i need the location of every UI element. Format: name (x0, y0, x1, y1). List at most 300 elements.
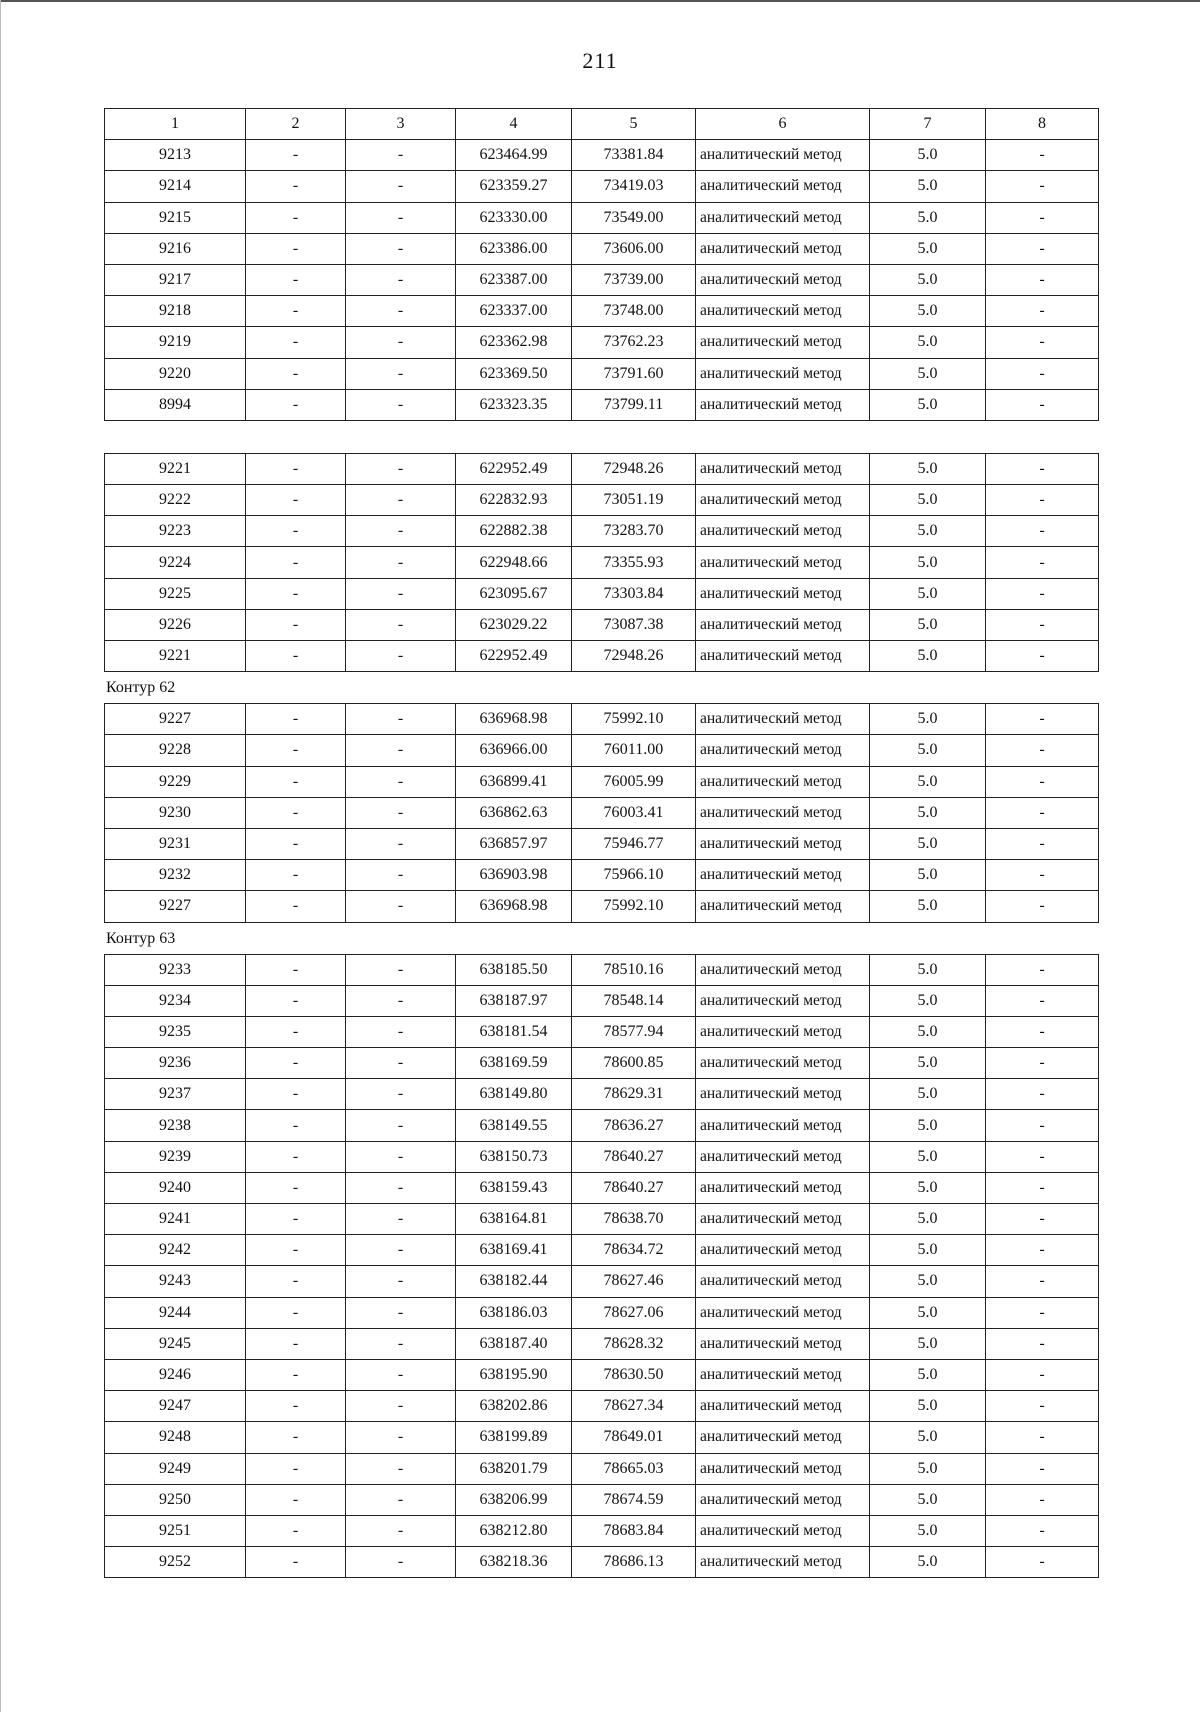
x-coordinate-cell: 638159.43 (456, 1172, 572, 1203)
col3-cell: - (346, 609, 456, 640)
col3-cell: - (346, 202, 456, 233)
x-coordinate-cell: 636862.63 (456, 797, 572, 828)
accuracy-cell: 5.0 (870, 547, 986, 578)
accuracy-cell: 5.0 (870, 1328, 986, 1359)
col8-cell: - (986, 735, 1099, 766)
coordinate-table-sheet (104, 108, 1098, 1578)
col2-cell: - (246, 358, 346, 389)
accuracy-cell: 5.0 (870, 1391, 986, 1422)
y-coordinate-cell: 73799.11 (572, 389, 696, 420)
col3-cell: - (346, 1391, 456, 1422)
col8-cell: - (986, 1110, 1099, 1141)
method-cell: аналитический метод (696, 1328, 870, 1359)
accuracy-cell: 5.0 (870, 860, 986, 891)
accuracy-cell: 5.0 (870, 735, 986, 766)
table-row (105, 547, 1099, 578)
y-coordinate-cell: 78634.72 (572, 1235, 696, 1266)
x-coordinate-cell: 636857.97 (456, 828, 572, 859)
col2-cell: - (246, 1048, 346, 1079)
coordinate-table (104, 703, 1099, 922)
point-number-cell: 9214 (105, 171, 246, 202)
col2-cell: - (246, 485, 346, 516)
x-coordinate-cell: 638169.59 (456, 1048, 572, 1079)
method-cell: аналитический метод (696, 453, 870, 484)
col8-cell: - (986, 1204, 1099, 1235)
col8-cell: - (986, 860, 1099, 891)
x-coordinate-cell: 623369.50 (456, 358, 572, 389)
col2-cell: - (246, 860, 346, 891)
table-row (105, 1547, 1099, 1578)
x-coordinate-cell: 622832.93 (456, 485, 572, 516)
method-cell: аналитический метод (696, 1422, 870, 1453)
column-number-cell: 1 (105, 109, 246, 140)
method-cell: аналитический метод (696, 1266, 870, 1297)
method-cell: аналитический метод (696, 828, 870, 859)
x-coordinate-cell: 622882.38 (456, 516, 572, 547)
y-coordinate-cell: 72948.26 (572, 453, 696, 484)
method-cell: аналитический метод (696, 1235, 870, 1266)
accuracy-cell: 5.0 (870, 578, 986, 609)
accuracy-cell: 5.0 (870, 171, 986, 202)
col8-cell: - (986, 1547, 1099, 1578)
col8-cell: - (986, 1359, 1099, 1390)
col8-cell: - (986, 1297, 1099, 1328)
x-coordinate-cell: 638149.80 (456, 1079, 572, 1110)
method-cell: аналитический метод (696, 1016, 870, 1047)
col8-cell: - (986, 202, 1099, 233)
col2-cell: - (246, 578, 346, 609)
table-row (105, 735, 1099, 766)
point-number-cell: 9219 (105, 327, 246, 358)
x-coordinate-cell: 636966.00 (456, 735, 572, 766)
point-number-cell: 9252 (105, 1547, 246, 1578)
col2-cell: - (246, 547, 346, 578)
point-number-cell: 9238 (105, 1110, 246, 1141)
column-number-cell: 2 (246, 109, 346, 140)
y-coordinate-cell: 78649.01 (572, 1422, 696, 1453)
y-coordinate-cell: 75992.10 (572, 704, 696, 735)
col3-cell: - (346, 1515, 456, 1546)
col8-cell: - (986, 609, 1099, 640)
col8-cell: - (986, 1328, 1099, 1359)
col3-cell: - (346, 1110, 456, 1141)
col2-cell: - (246, 954, 346, 985)
col3-cell: - (346, 1422, 456, 1453)
method-cell: аналитический метод (696, 1547, 870, 1578)
contour-label: Контур 62 (106, 679, 176, 697)
point-number-cell: 9220 (105, 358, 246, 389)
x-coordinate-cell: 623362.98 (456, 327, 572, 358)
col3-cell: - (346, 578, 456, 609)
method-cell: аналитический метод (696, 860, 870, 891)
col3-cell: - (346, 641, 456, 672)
table-row (105, 704, 1099, 735)
method-cell: аналитический метод (696, 1359, 870, 1390)
col8-cell: - (986, 296, 1099, 327)
point-number-cell: 9228 (105, 735, 246, 766)
method-cell: аналитический метод (696, 547, 870, 578)
column-number-row (105, 109, 1099, 140)
y-coordinate-cell: 73355.93 (572, 547, 696, 578)
accuracy-cell: 5.0 (870, 1266, 986, 1297)
point-number-cell: 9245 (105, 1328, 246, 1359)
accuracy-cell: 5.0 (870, 828, 986, 859)
method-cell: аналитический метод (696, 985, 870, 1016)
top-scan-rule (0, 0, 1200, 2)
y-coordinate-cell: 78629.31 (572, 1079, 696, 1110)
point-number-cell: 9222 (105, 485, 246, 516)
col2-cell: - (246, 233, 346, 264)
accuracy-cell: 5.0 (870, 1484, 986, 1515)
y-coordinate-cell: 78627.06 (572, 1297, 696, 1328)
x-coordinate-cell: 623359.27 (456, 171, 572, 202)
col8-cell: - (986, 1453, 1099, 1484)
y-coordinate-cell: 78665.03 (572, 1453, 696, 1484)
y-coordinate-cell: 76003.41 (572, 797, 696, 828)
x-coordinate-cell: 622948.66 (456, 547, 572, 578)
x-coordinate-cell: 638199.89 (456, 1422, 572, 1453)
method-cell: аналитический метод (696, 641, 870, 672)
column-number-cell: 3 (346, 109, 456, 140)
method-cell: аналитический метод (696, 954, 870, 985)
accuracy-cell: 5.0 (870, 985, 986, 1016)
col8-cell: - (986, 171, 1099, 202)
contour-label: Контур 63 (106, 929, 176, 947)
col2-cell: - (246, 516, 346, 547)
col2-cell: - (246, 1328, 346, 1359)
col8-cell: - (986, 1422, 1099, 1453)
accuracy-cell: 5.0 (870, 766, 986, 797)
method-cell: аналитический метод (696, 1048, 870, 1079)
col8-cell: - (986, 516, 1099, 547)
point-number-cell: 9237 (105, 1079, 246, 1110)
col2-cell: - (246, 1141, 346, 1172)
col2-cell: - (246, 1016, 346, 1047)
method-cell: аналитический метод (696, 264, 870, 295)
col3-cell: - (346, 1141, 456, 1172)
col3-cell: - (346, 389, 456, 420)
col2-cell: - (246, 327, 346, 358)
accuracy-cell: 5.0 (870, 1547, 986, 1578)
accuracy-cell: 5.0 (870, 1453, 986, 1484)
method-cell: аналитический метод (696, 797, 870, 828)
col3-cell: - (346, 516, 456, 547)
coordinate-table (104, 108, 1099, 421)
table-row (105, 1453, 1099, 1484)
col3-cell: - (346, 1204, 456, 1235)
col8-cell: - (986, 766, 1099, 797)
method-cell: аналитический метод (696, 1141, 870, 1172)
point-number-cell: 9230 (105, 797, 246, 828)
col3-cell: - (346, 1016, 456, 1047)
y-coordinate-cell: 73087.38 (572, 609, 696, 640)
col3-cell: - (346, 1079, 456, 1110)
col8-cell: - (986, 264, 1099, 295)
col3-cell: - (346, 1297, 456, 1328)
y-coordinate-cell: 78640.27 (572, 1141, 696, 1172)
accuracy-cell: 5.0 (870, 1422, 986, 1453)
point-number-cell: 9227 (105, 704, 246, 735)
y-coordinate-cell: 78627.46 (572, 1266, 696, 1297)
col2-cell: - (246, 704, 346, 735)
table-row (105, 1172, 1099, 1203)
col2-cell: - (246, 264, 346, 295)
col8-cell: - (986, 797, 1099, 828)
column-number-cell: 6 (696, 109, 870, 140)
col3-cell: - (346, 264, 456, 295)
col3-cell: - (346, 233, 456, 264)
x-coordinate-cell: 638201.79 (456, 1453, 572, 1484)
col3-cell: - (346, 766, 456, 797)
x-coordinate-cell: 623386.00 (456, 233, 572, 264)
point-number-cell: 9250 (105, 1484, 246, 1515)
col2-cell: - (246, 1515, 346, 1546)
x-coordinate-cell: 622952.49 (456, 641, 572, 672)
table-row (105, 1359, 1099, 1390)
col2-cell: - (246, 797, 346, 828)
point-number-cell: 9236 (105, 1048, 246, 1079)
col2-cell: - (246, 1079, 346, 1110)
x-coordinate-cell: 638150.73 (456, 1141, 572, 1172)
x-coordinate-cell: 623330.00 (456, 202, 572, 233)
accuracy-cell: 5.0 (870, 1016, 986, 1047)
col3-cell: - (346, 358, 456, 389)
method-cell: аналитический метод (696, 358, 870, 389)
method-cell: аналитический метод (696, 1204, 870, 1235)
method-cell: аналитический метод (696, 1515, 870, 1546)
col8-cell: - (986, 1515, 1099, 1546)
x-coordinate-cell: 623095.67 (456, 578, 572, 609)
col3-cell: - (346, 453, 456, 484)
table-row (105, 389, 1099, 420)
col2-cell: - (246, 1172, 346, 1203)
method-cell: аналитический метод (696, 140, 870, 171)
col3-cell: - (346, 140, 456, 171)
y-coordinate-cell: 73549.00 (572, 202, 696, 233)
y-coordinate-cell: 78686.13 (572, 1547, 696, 1578)
col8-cell: - (986, 485, 1099, 516)
page-number: 211 (582, 48, 618, 73)
col8-cell: - (986, 1266, 1099, 1297)
col3-cell: - (346, 327, 456, 358)
y-coordinate-cell: 73748.00 (572, 296, 696, 327)
y-coordinate-cell: 75966.10 (572, 860, 696, 891)
table-row (105, 797, 1099, 828)
col3-cell: - (346, 860, 456, 891)
col8-cell: - (986, 233, 1099, 264)
table-row (105, 954, 1099, 985)
col8-cell: - (986, 1484, 1099, 1515)
x-coordinate-cell: 638186.03 (456, 1297, 572, 1328)
col2-cell: - (246, 1422, 346, 1453)
method-cell: аналитический метод (696, 202, 870, 233)
table-row (105, 1235, 1099, 1266)
table-row (105, 1515, 1099, 1546)
x-coordinate-cell: 622952.49 (456, 453, 572, 484)
col8-cell: - (986, 389, 1099, 420)
method-cell: аналитический метод (696, 704, 870, 735)
table-row (105, 1204, 1099, 1235)
col3-cell: - (346, 171, 456, 202)
method-cell: аналитический метод (696, 1079, 870, 1110)
col8-cell: - (986, 704, 1099, 735)
col2-cell: - (246, 296, 346, 327)
table-row (105, 828, 1099, 859)
point-number-cell: 9251 (105, 1515, 246, 1546)
method-cell: аналитический метод (696, 1297, 870, 1328)
table-row (105, 1484, 1099, 1515)
accuracy-cell: 5.0 (870, 609, 986, 640)
col8-cell: - (986, 140, 1099, 171)
x-coordinate-cell: 638195.90 (456, 1359, 572, 1390)
y-coordinate-cell: 73381.84 (572, 140, 696, 171)
x-coordinate-cell: 638202.86 (456, 1391, 572, 1422)
col3-cell: - (346, 828, 456, 859)
column-number-cell: 7 (870, 109, 986, 140)
col3-cell: - (346, 1359, 456, 1390)
table-row (105, 296, 1099, 327)
y-coordinate-cell: 73051.19 (572, 485, 696, 516)
method-cell: аналитический метод (696, 327, 870, 358)
x-coordinate-cell: 623337.00 (456, 296, 572, 327)
col2-cell: - (246, 828, 346, 859)
table-row (105, 1110, 1099, 1141)
table-row (105, 1328, 1099, 1359)
x-coordinate-cell: 638212.80 (456, 1515, 572, 1546)
table-row (105, 1422, 1099, 1453)
col2-cell: - (246, 766, 346, 797)
col2-cell: - (246, 389, 346, 420)
col2-cell: - (246, 1391, 346, 1422)
table-row (105, 140, 1099, 171)
x-coordinate-cell: 638206.99 (456, 1484, 572, 1515)
accuracy-cell: 5.0 (870, 516, 986, 547)
table-row (105, 264, 1099, 295)
method-cell: аналитический метод (696, 578, 870, 609)
col2-cell: - (246, 202, 346, 233)
x-coordinate-cell: 638164.81 (456, 1204, 572, 1235)
table-row (105, 641, 1099, 672)
coordinate-table (104, 954, 1099, 1579)
method-cell: аналитический метод (696, 485, 870, 516)
point-number-cell: 9242 (105, 1235, 246, 1266)
accuracy-cell: 5.0 (870, 264, 986, 295)
y-coordinate-cell: 72948.26 (572, 641, 696, 672)
x-coordinate-cell: 636899.41 (456, 766, 572, 797)
accuracy-cell: 5.0 (870, 358, 986, 389)
accuracy-cell: 5.0 (870, 233, 986, 264)
table-row (105, 1297, 1099, 1328)
col8-cell: - (986, 1048, 1099, 1079)
point-number-cell: 8994 (105, 389, 246, 420)
method-cell: аналитический метод (696, 1453, 870, 1484)
point-number-cell: 9215 (105, 202, 246, 233)
col8-cell: - (986, 1079, 1099, 1110)
col8-cell: - (986, 1141, 1099, 1172)
method-cell: аналитический метод (696, 1172, 870, 1203)
col3-cell: - (346, 1453, 456, 1484)
col8-cell: - (986, 891, 1099, 922)
accuracy-cell: 5.0 (870, 1048, 986, 1079)
method-cell: аналитический метод (696, 1110, 870, 1141)
col2-cell: - (246, 985, 346, 1016)
col3-cell: - (346, 704, 456, 735)
x-coordinate-cell: 623464.99 (456, 140, 572, 171)
accuracy-cell: 5.0 (870, 1297, 986, 1328)
col8-cell: - (986, 327, 1099, 358)
col2-cell: - (246, 1547, 346, 1578)
y-coordinate-cell: 73606.00 (572, 233, 696, 264)
point-number-cell: 9247 (105, 1391, 246, 1422)
col2-cell: - (246, 891, 346, 922)
col3-cell: - (346, 1172, 456, 1203)
point-number-cell: 9213 (105, 140, 246, 171)
y-coordinate-cell: 73762.23 (572, 327, 696, 358)
x-coordinate-cell: 636968.98 (456, 891, 572, 922)
method-cell: аналитический метод (696, 1391, 870, 1422)
y-coordinate-cell: 73791.60 (572, 358, 696, 389)
table-row (105, 1391, 1099, 1422)
col2-cell: - (246, 609, 346, 640)
y-coordinate-cell: 78510.16 (572, 954, 696, 985)
point-number-cell: 9239 (105, 1141, 246, 1172)
x-coordinate-cell: 638185.50 (456, 954, 572, 985)
col8-cell: - (986, 1016, 1099, 1047)
table-row (105, 578, 1099, 609)
col3-cell: - (346, 1547, 456, 1578)
y-coordinate-cell: 73303.84 (572, 578, 696, 609)
col2-cell: - (246, 1266, 346, 1297)
col8-cell: - (986, 828, 1099, 859)
point-number-cell: 9226 (105, 609, 246, 640)
method-cell: аналитический метод (696, 891, 870, 922)
point-number-cell: 9241 (105, 1204, 246, 1235)
col3-cell: - (346, 735, 456, 766)
accuracy-cell: 5.0 (870, 1141, 986, 1172)
table-row (105, 1079, 1099, 1110)
table-row (105, 1141, 1099, 1172)
table-row (105, 485, 1099, 516)
table-row (105, 891, 1099, 922)
point-number-cell: 9229 (105, 766, 246, 797)
table-row (105, 327, 1099, 358)
method-cell: аналитический метод (696, 516, 870, 547)
accuracy-cell: 5.0 (870, 453, 986, 484)
y-coordinate-cell: 78548.14 (572, 985, 696, 1016)
y-coordinate-cell: 76005.99 (572, 766, 696, 797)
y-coordinate-cell: 78577.94 (572, 1016, 696, 1047)
accuracy-cell: 5.0 (870, 954, 986, 985)
col3-cell: - (346, 485, 456, 516)
col2-cell: - (246, 1484, 346, 1515)
x-coordinate-cell: 638169.41 (456, 1235, 572, 1266)
col2-cell: - (246, 1297, 346, 1328)
method-cell: аналитический метод (696, 296, 870, 327)
point-number-cell: 9235 (105, 1016, 246, 1047)
point-number-cell: 9224 (105, 547, 246, 578)
point-number-cell: 9243 (105, 1266, 246, 1297)
y-coordinate-cell: 76011.00 (572, 735, 696, 766)
accuracy-cell: 5.0 (870, 704, 986, 735)
accuracy-cell: 5.0 (870, 1359, 986, 1390)
col8-cell: - (986, 453, 1099, 484)
y-coordinate-cell: 75946.77 (572, 828, 696, 859)
col8-cell: - (986, 1172, 1099, 1203)
x-coordinate-cell: 638149.55 (456, 1110, 572, 1141)
point-number-cell: 9244 (105, 1297, 246, 1328)
y-coordinate-cell: 78674.59 (572, 1484, 696, 1515)
col2-cell: - (246, 1359, 346, 1390)
